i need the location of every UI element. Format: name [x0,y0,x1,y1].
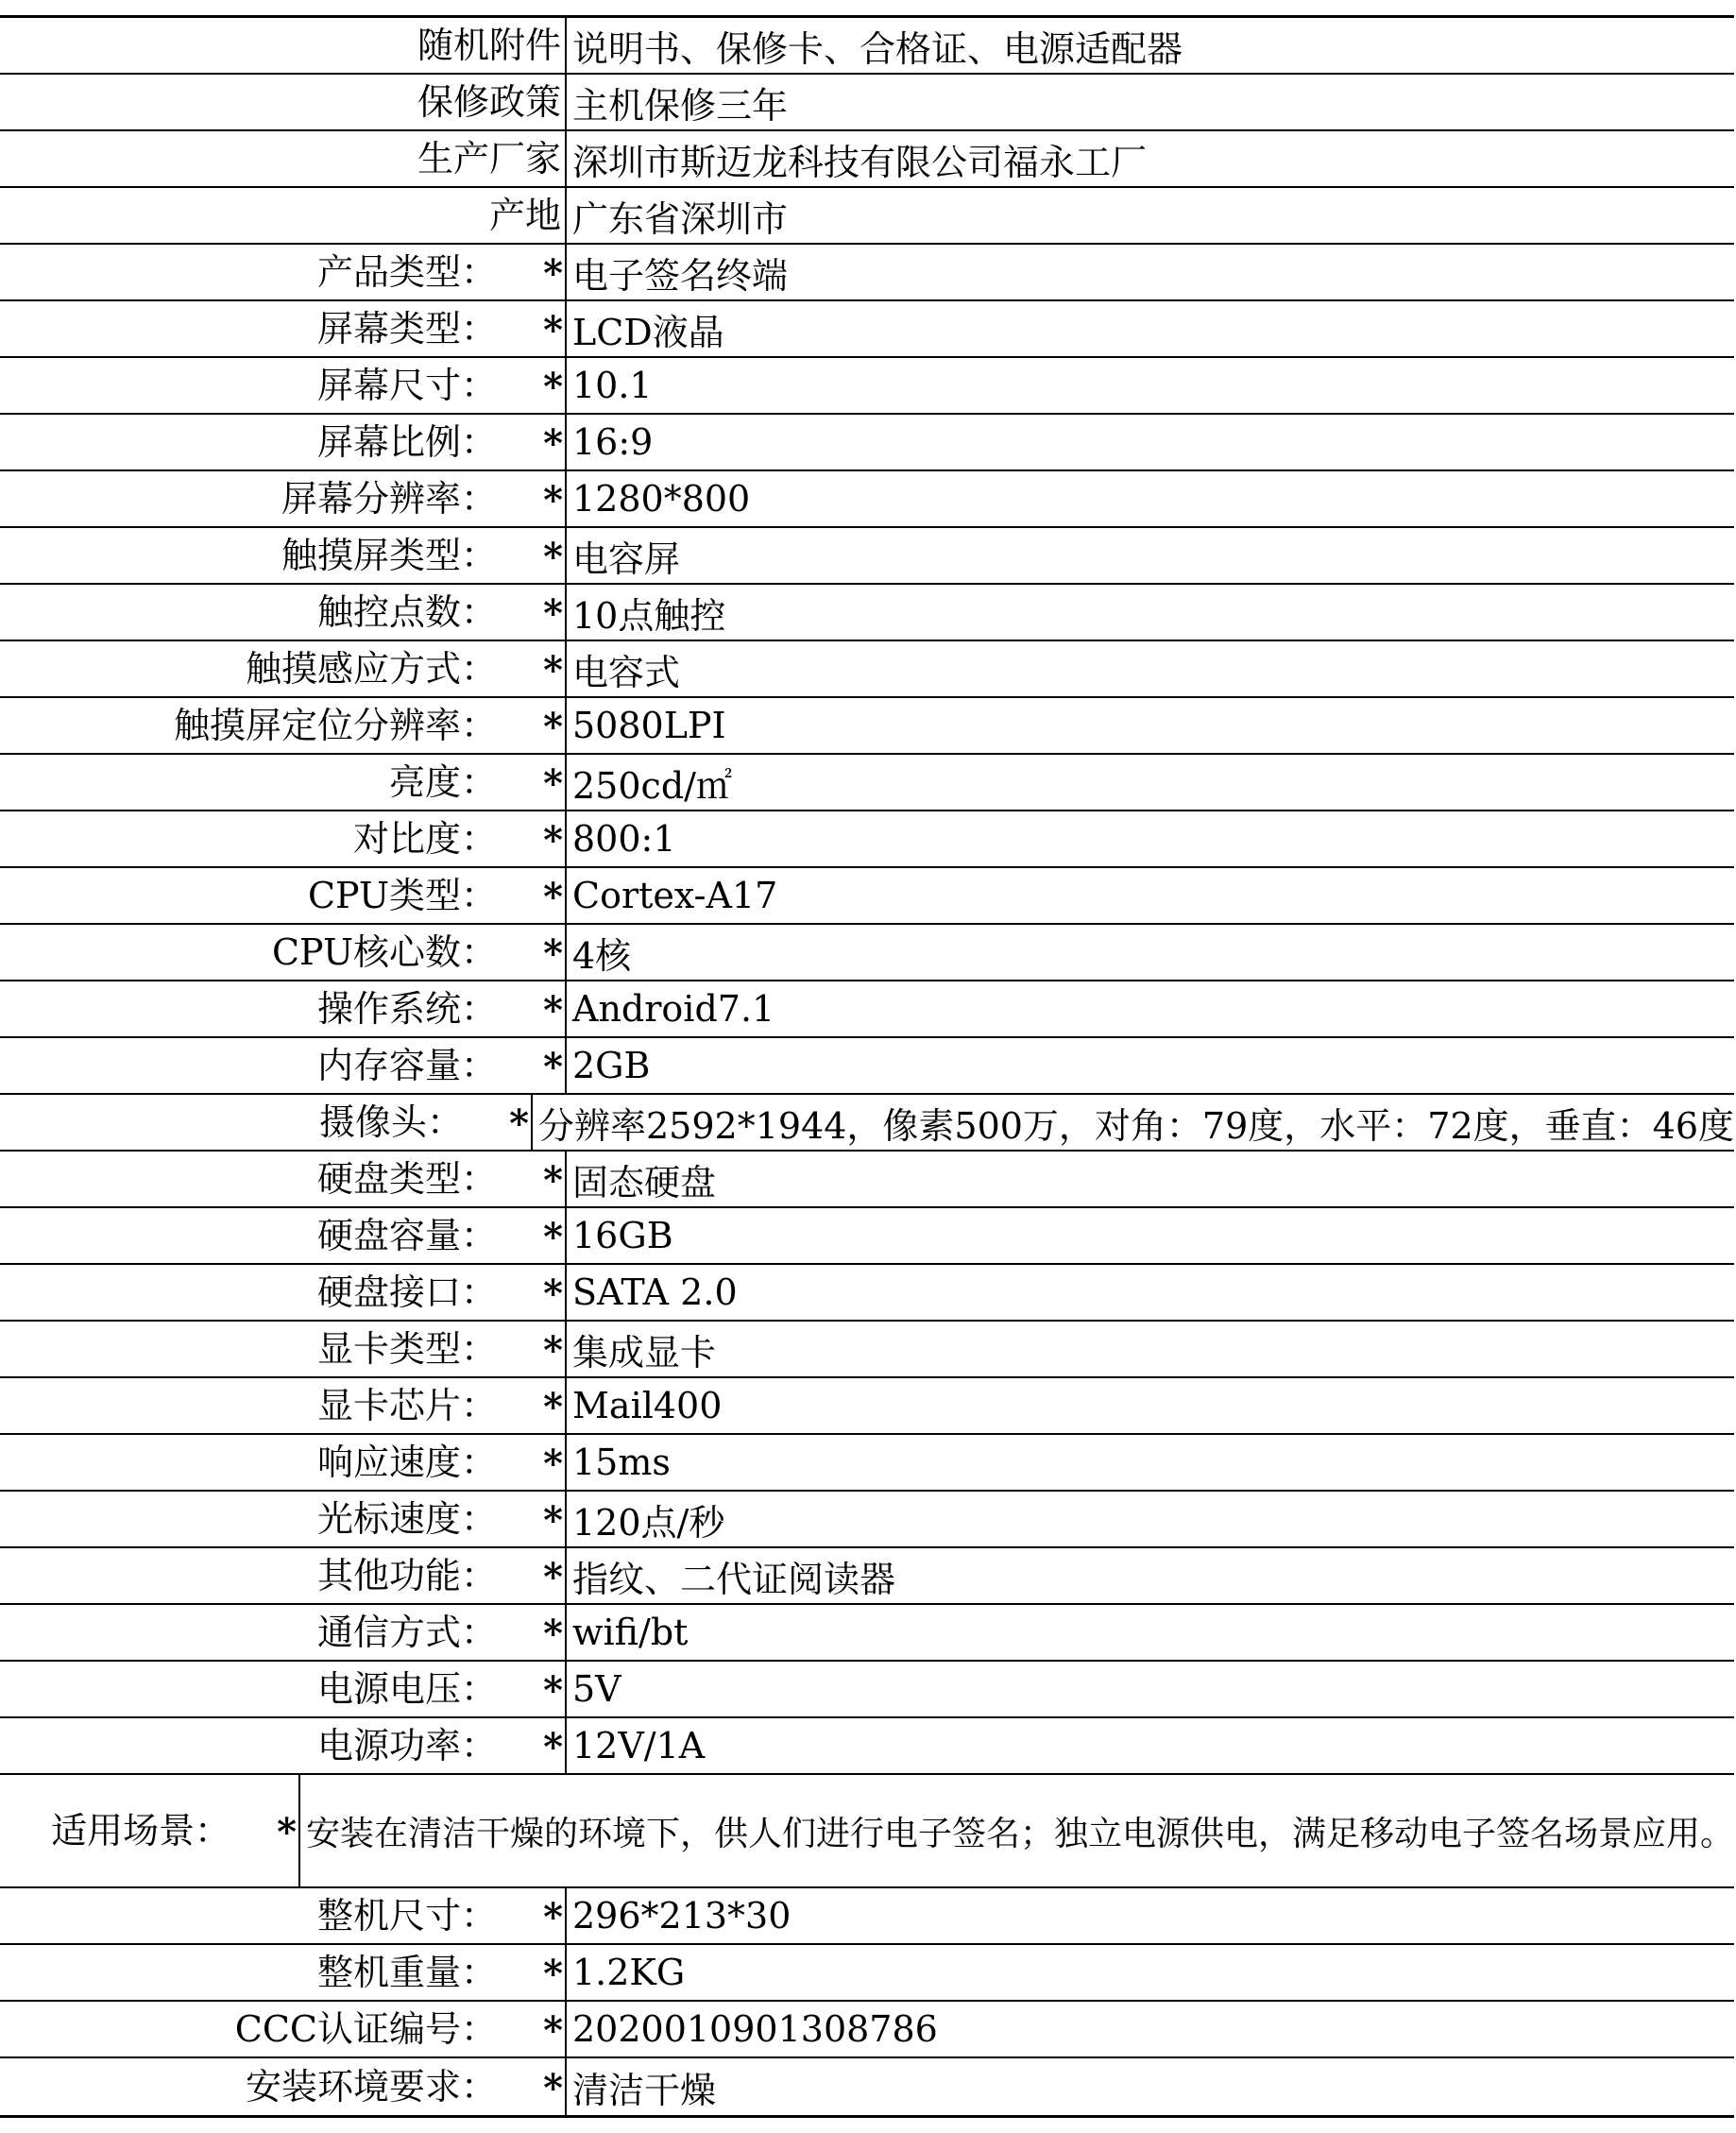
spec-label-cell [0,528,567,583]
spec-label-cell [0,188,567,243]
spec-value: 电子签名终端 [572,254,789,297]
spec-label-cell [0,2002,567,2056]
spec-label-cell [0,415,567,469]
spec-value: Android7.1 [572,988,775,1030]
required-star: * [543,1385,563,1429]
spec-label: 产地 [488,195,561,236]
spec-row [0,925,1734,981]
required-star: * [543,761,563,806]
spec-value: 固态硬盘 [572,1161,717,1203]
spec-label: 触摸屏类型： [281,535,497,576]
spec-row [0,811,1734,868]
spec-row [0,358,1734,415]
required-star: * [543,1668,563,1713]
spec-value: Mail400 [572,1385,723,1426]
required-star: * [543,648,563,692]
spec-value: 250cd/㎡ [572,764,732,807]
spec-label: 亮度： [388,761,497,803]
spec-value: 16:9 [572,421,654,463]
required-star: * [543,1952,563,1996]
spec-value-cell [567,641,1734,696]
spec-value: 120点/秒 [572,1501,725,1544]
spec-value: 主机保修三年 [572,84,789,127]
spec-row [0,528,1734,585]
spec-value: 电容屏 [572,538,681,580]
spec-value: 2GB [572,1045,651,1086]
spec-label-cell [0,301,567,356]
spec-label-cell [0,981,567,1036]
spec-value-cell [533,1095,1734,1150]
spec-value-cell [567,755,1734,810]
spec-label-cell [0,1945,567,2000]
spec-value-cell [567,471,1734,526]
spec-row [0,471,1734,528]
spec-value-cell [567,415,1734,469]
spec-value: 10.1 [572,365,653,406]
spec-label: 屏幕比例： [316,421,497,463]
spec-row [0,415,1734,471]
required-star: * [543,1895,563,1939]
spec-value: 安装在清洁干燥的环境下，供人们进行电子签名；独立电源供电，满足移动电子签名场景应用。 [305,1814,1734,1853]
spec-label-cell [0,1152,567,1206]
spec-label-cell [0,1605,567,1660]
spec-label-cell [0,75,567,129]
spec-label: CPU类型： [307,875,497,916]
required-star: * [543,2008,563,2053]
required-star: * [543,1271,563,1316]
required-star: * [509,1101,529,1146]
spec-label: 安装环境要求： [245,2066,497,2107]
spec-row [0,75,1734,131]
spec-value-cell [567,245,1734,299]
spec-row [0,1265,1734,1322]
spec-label-cell [0,698,567,753]
spec-value: 广东省深圳市 [572,197,789,240]
spec-label: 屏幕类型： [316,308,497,350]
required-star: * [543,1555,563,1599]
spec-label: 摄像头： [318,1101,463,1143]
required-star: * [543,308,563,352]
spec-value: 15ms [572,1442,671,1483]
spec-label: CPU核心数： [271,931,497,973]
spec-label: 硬盘类型： [316,1158,497,1200]
spec-value: Cortex-A17 [572,875,778,916]
spec-value-cell [567,1945,1734,2000]
spec-value-cell [567,528,1734,583]
spec-value: 1.2KG [572,1952,686,1993]
spec-label-cell [0,868,567,923]
spec-value-cell [567,2002,1734,2056]
spec-value-cell [567,301,1734,356]
spec-label: 触摸屏定位分辨率： [173,705,497,746]
spec-value-cell [567,1548,1734,1603]
spec-label-cell [0,1492,567,1546]
spec-value-cell [567,188,1734,243]
spec-value-cell [567,2058,1734,2115]
spec-label-cell [0,471,567,526]
spec-label-cell [0,131,567,186]
spec-row [0,585,1734,641]
spec-value-cell [567,358,1734,413]
spec-value-cell [567,1605,1734,1660]
spec-label-cell [0,245,567,299]
required-star: * [543,818,563,862]
spec-value: 指纹、二代证阅读器 [572,1558,896,1600]
spec-value: SATA 2.0 [572,1271,738,1313]
spec-row [0,1605,1734,1662]
required-star: * [543,251,563,296]
spec-value-cell [567,1662,1734,1716]
required-star: * [543,365,563,409]
required-star: * [543,1442,563,1486]
spec-value: 10点触控 [572,594,726,637]
spec-row [0,131,1734,188]
spec-value-cell [567,1208,1734,1263]
spec-value: 12V/1A [572,1725,706,1766]
spec-label-cell [0,1435,567,1490]
spec-row [0,1718,1734,1775]
spec-table [0,15,1734,2118]
required-star: * [543,1725,563,1769]
spec-value-cell [300,1775,1734,1886]
spec-label-cell [0,811,567,866]
spec-value-cell [567,131,1734,186]
spec-label: 保修政策 [417,81,561,123]
spec-label-cell [0,1208,567,1263]
spec-row [0,1548,1734,1605]
required-star: * [543,705,563,749]
spec-value: 800:1 [572,818,676,860]
spec-row [0,755,1734,811]
spec-value: 5080LPI [572,705,726,746]
spec-row [0,1492,1734,1548]
spec-row [0,2058,1734,2115]
spec-label: 内存容量： [316,1045,497,1086]
spec-label-cell [0,18,567,73]
spec-label: 响应速度： [316,1442,497,1483]
spec-value-cell [567,1038,1734,1093]
spec-value-cell [567,1888,1734,1943]
spec-value: 5V [572,1668,621,1710]
required-star: * [543,2066,563,2110]
spec-value-cell [567,585,1734,640]
spec-label: 触摸感应方式： [245,648,497,690]
spec-label: 产品类型： [316,251,497,293]
spec-label-cell [0,1888,567,1943]
spec-row [0,18,1734,75]
required-star: * [543,535,563,579]
spec-label: 电源功率： [316,1725,497,1766]
required-star: * [543,1612,563,1656]
required-star: * [543,591,563,636]
spec-row [0,2002,1734,2058]
spec-label: 通信方式： [316,1612,497,1653]
spec-label-cell [0,755,567,810]
spec-label: 屏幕分辨率： [281,478,497,520]
spec-row [0,188,1734,245]
spec-label-cell [0,1775,300,1886]
spec-row [0,1888,1734,1945]
spec-label: 整机尺寸： [316,1895,497,1937]
required-star: * [277,1810,297,1854]
spec-value-cell [567,1378,1734,1433]
spec-value-cell [567,981,1734,1036]
spec-value: 说明书、保修卡、合格证、电源适配器 [572,27,1183,70]
spec-label-cell [0,1265,567,1320]
required-star: * [543,1498,563,1543]
spec-value: 2020010901308786 [572,2008,938,2050]
spec-label: 整机重量： [316,1952,497,1993]
spec-label-cell [0,2058,567,2115]
spec-value-cell [567,925,1734,980]
spec-row [0,1662,1734,1718]
required-star: * [543,478,563,522]
spec-row [0,1095,1734,1152]
spec-label-cell [0,358,567,413]
spec-label: 屏幕尺寸： [316,365,497,406]
spec-row [0,868,1734,925]
spec-value: 296*213*30 [572,1895,791,1937]
spec-value-cell [567,75,1734,129]
spec-row [0,301,1734,358]
spec-label-cell [0,1322,567,1376]
spec-value: LCD液晶 [572,311,724,353]
spec-value: 4核 [572,934,632,977]
spec-value: wifi/bt [572,1612,689,1653]
spec-row [0,1378,1734,1435]
spec-value-cell [567,1152,1734,1206]
spec-value-cell [567,1435,1734,1490]
required-star: * [543,988,563,1032]
spec-label: 其他功能： [316,1555,497,1596]
spec-value-cell [567,1322,1734,1376]
spec-value-cell [567,1265,1734,1320]
required-star: * [543,875,563,919]
spec-label: 操作系统： [316,988,497,1030]
spec-value: 深圳市斯迈龙科技有限公司福永工厂 [572,141,1148,183]
spec-value-cell [567,1718,1734,1773]
spec-value: 清洁干燥 [572,2069,717,2111]
spec-row [0,1038,1734,1095]
spec-value: 16GB [572,1215,673,1256]
spec-row [0,698,1734,755]
spec-label: 生产厂家 [417,138,561,179]
spec-row [0,245,1734,301]
spec-label-cell [0,925,567,980]
spec-label-cell [0,585,567,640]
spec-value-cell [567,1492,1734,1546]
spec-label: 随机附件 [417,25,561,66]
spec-label-cell [0,1548,567,1603]
spec-row [0,1775,1734,1888]
spec-value: 1280*800 [572,478,751,520]
spec-row [0,641,1734,698]
spec-label-cell [0,1718,567,1773]
spec-value: 电容式 [572,651,681,693]
required-star: * [543,931,563,976]
spec-row [0,1152,1734,1208]
spec-label: CCC认证编号： [234,2008,497,2050]
spec-label: 硬盘容量： [316,1215,497,1256]
spec-row [0,981,1734,1038]
spec-label: 对比度： [352,818,497,860]
spec-value: 集成显卡 [572,1331,717,1374]
spec-value-cell [567,811,1734,866]
spec-value-cell [567,868,1734,923]
spec-label-cell [0,641,567,696]
spec-label: 适用场景： [50,1810,230,1851]
spec-row [0,1945,1734,2002]
required-star: * [543,1158,563,1203]
spec-row [0,1322,1734,1378]
spec-label-cell [0,1662,567,1716]
spec-value-cell [567,698,1734,753]
spec-row [0,1435,1734,1492]
spec-value: 分辨率2592*1944，像素500万，对角：79度，水平：72度，垂直：46度 [537,1104,1734,1147]
spec-label: 显卡芯片： [316,1385,497,1426]
required-star: * [543,1215,563,1259]
spec-label: 显卡类型： [316,1328,497,1370]
spec-label: 触控点数： [316,591,497,633]
spec-row [0,1208,1734,1265]
spec-label-cell [0,1038,567,1093]
required-star: * [543,421,563,466]
spec-label: 电源电压： [316,1668,497,1710]
spec-value-cell [567,18,1734,73]
required-star: * [543,1328,563,1373]
required-star: * [543,1045,563,1089]
spec-label-cell [0,1378,567,1433]
spec-label: 光标速度： [316,1498,497,1540]
spec-label: 硬盘接口： [316,1271,497,1313]
spec-label-cell [0,1095,533,1150]
